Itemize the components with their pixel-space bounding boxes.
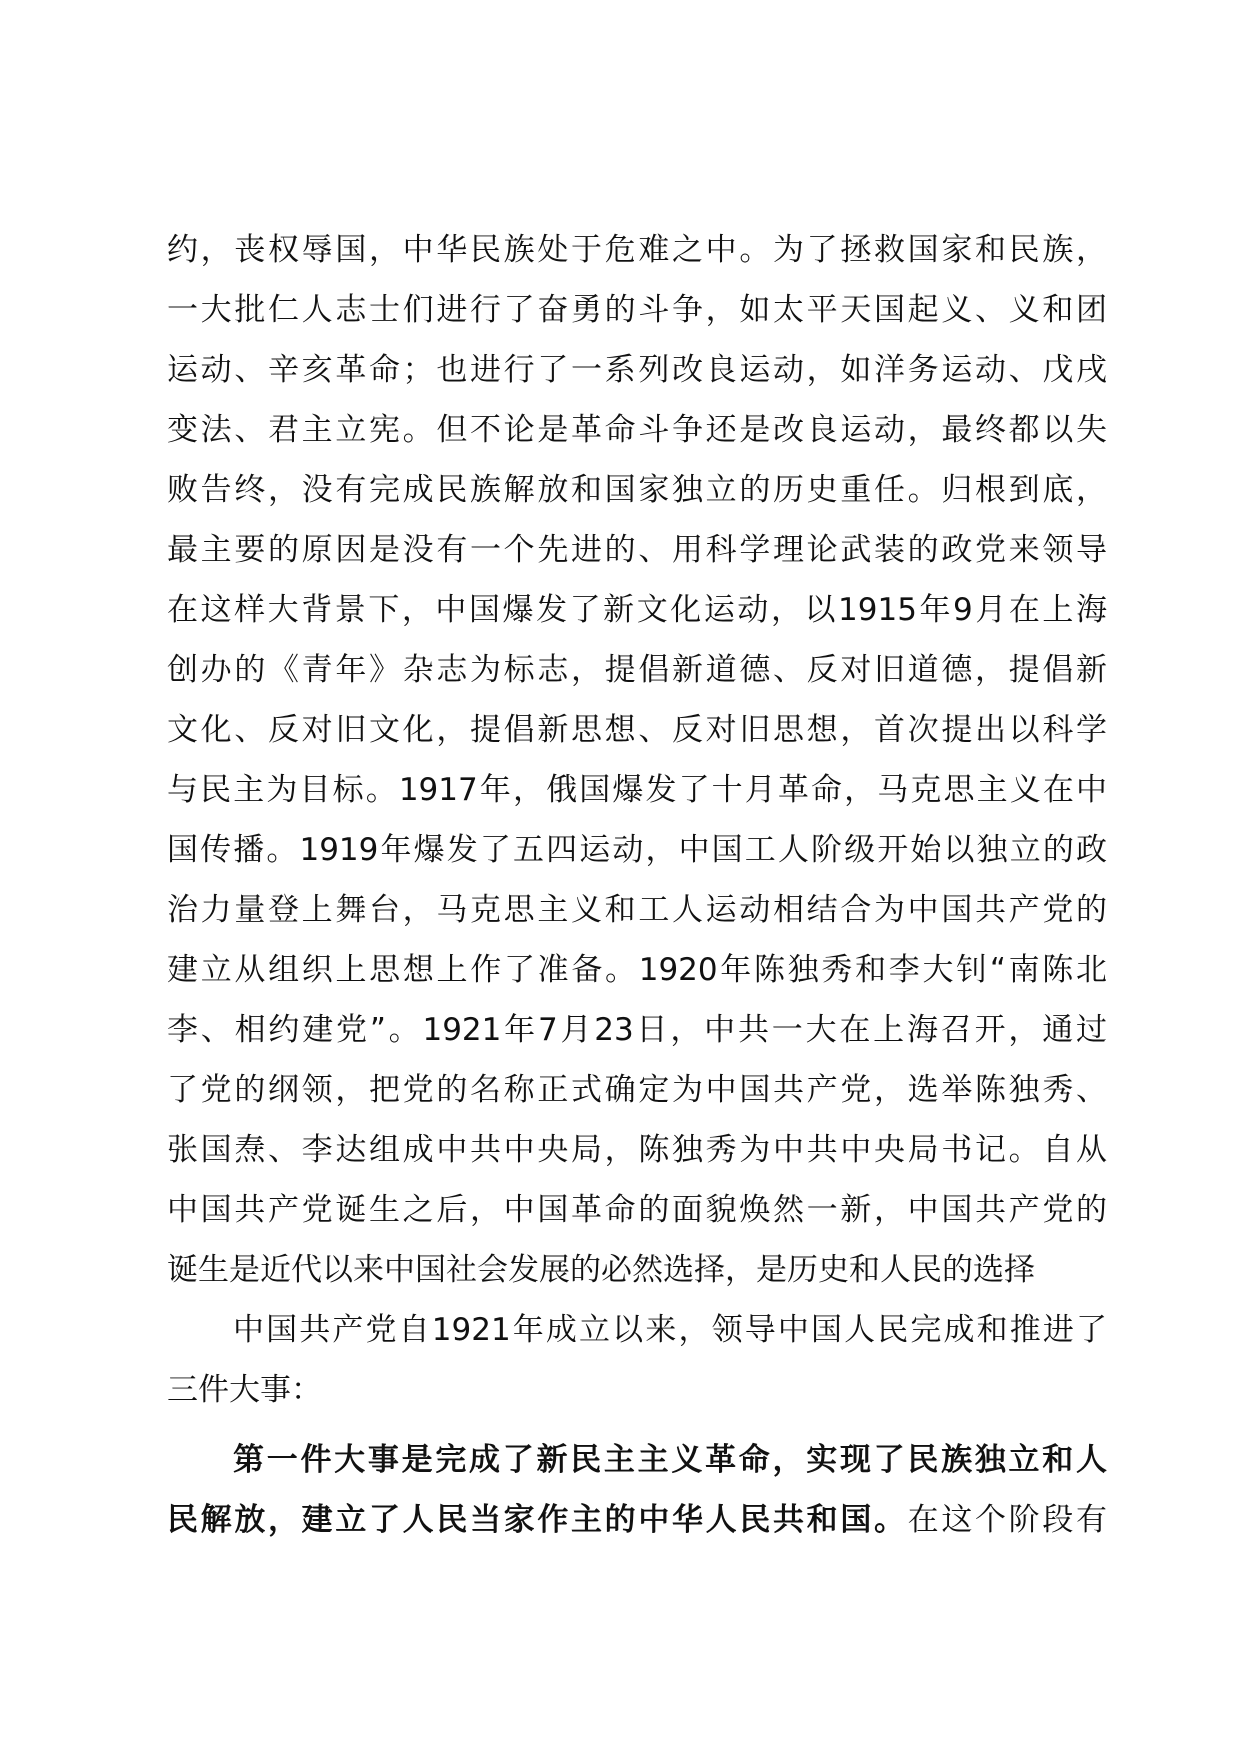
text-line: 李、相约建党”。1921年7月23日，中共一大在上海召开，通过 xyxy=(167,1012,1107,1048)
body-text xyxy=(167,220,1107,1550)
text-line: 张国焘、李达组成中共中央局，陈独秀为中共中央局书记。自从 xyxy=(167,1132,1107,1168)
text-line: 中国共产党诞生之后，中国革命的面貌焕然一新，中国共产党的 xyxy=(167,1192,1107,1228)
text-line: 了党的纲领，把党的名称正式确定为中国共产党，选举陈独秀、 xyxy=(167,1072,1107,1108)
text-line: 三件大事： xyxy=(167,1372,322,1408)
text-line: 诞生是近代以来中国社会发展的必然选择，是历史和人民的选择 xyxy=(167,1252,1035,1288)
text-line: 与民主为目标。1917年，俄国爆发了十月革命，马克思主义在中 xyxy=(167,772,1107,808)
text-line: 运动、辛亥革命；也进行了一系列改良运动，如洋务运动、戊戌 xyxy=(167,352,1107,388)
text-line: 创办的《青年》杂志为标志，提倡新道德、反对旧道德，提倡新 xyxy=(167,652,1107,688)
text-line: 约，丧权辱国，中华民族处于危难之中。为了拯救国家和民族， xyxy=(167,232,1107,268)
text-line: 最主要的原因是没有一个先进的、用科学理论武装的政党来领导 xyxy=(167,532,1107,568)
paragraph-gap xyxy=(167,1420,1107,1430)
bold-heading-text: 第一件大事是完成了新民主主义革命，实现了民族独立和人 xyxy=(233,1442,1107,1478)
text-line: 国传播。1919年爆发了五四运动，中国工人阶级开始以独立的政 xyxy=(167,832,1107,868)
text-line-bold xyxy=(167,1430,1107,1490)
text-line-mixed xyxy=(167,1490,1107,1550)
text-line: 一大批仁人志士们进行了奋勇的斗争，如太平天国起义、义和团 xyxy=(167,292,1107,328)
text-line: 中国共产党自1921年成立以来，领导中国人民完成和推进了 xyxy=(233,1312,1107,1348)
body-text-run: 在这个阶段有 xyxy=(907,1502,1108,1538)
text-line: 文化、反对旧文化，提倡新思想、反对旧思想，首次提出以科学 xyxy=(167,712,1107,748)
bold-heading-text: 民解放，建立了人民当家作主的中华人民共和国。 xyxy=(167,1502,908,1538)
text-line: 治力量登上舞台，马克思主义和工人运动相结合为中国共产党的 xyxy=(167,892,1107,928)
text-line: 变法、君主立宪。但不论是革命斗争还是改良运动，最终都以失 xyxy=(167,412,1107,448)
text-line: 在这样大背景下，中国爆发了新文化运动，以1915年9月在上海 xyxy=(167,592,1107,628)
text-line: 建立从组织上思想上作了准备。1920年陈独秀和李大钊“南陈北 xyxy=(167,952,1107,988)
text-line: 败告终，没有完成民族解放和国家独立的历史重任。归根到底， xyxy=(167,472,1107,508)
